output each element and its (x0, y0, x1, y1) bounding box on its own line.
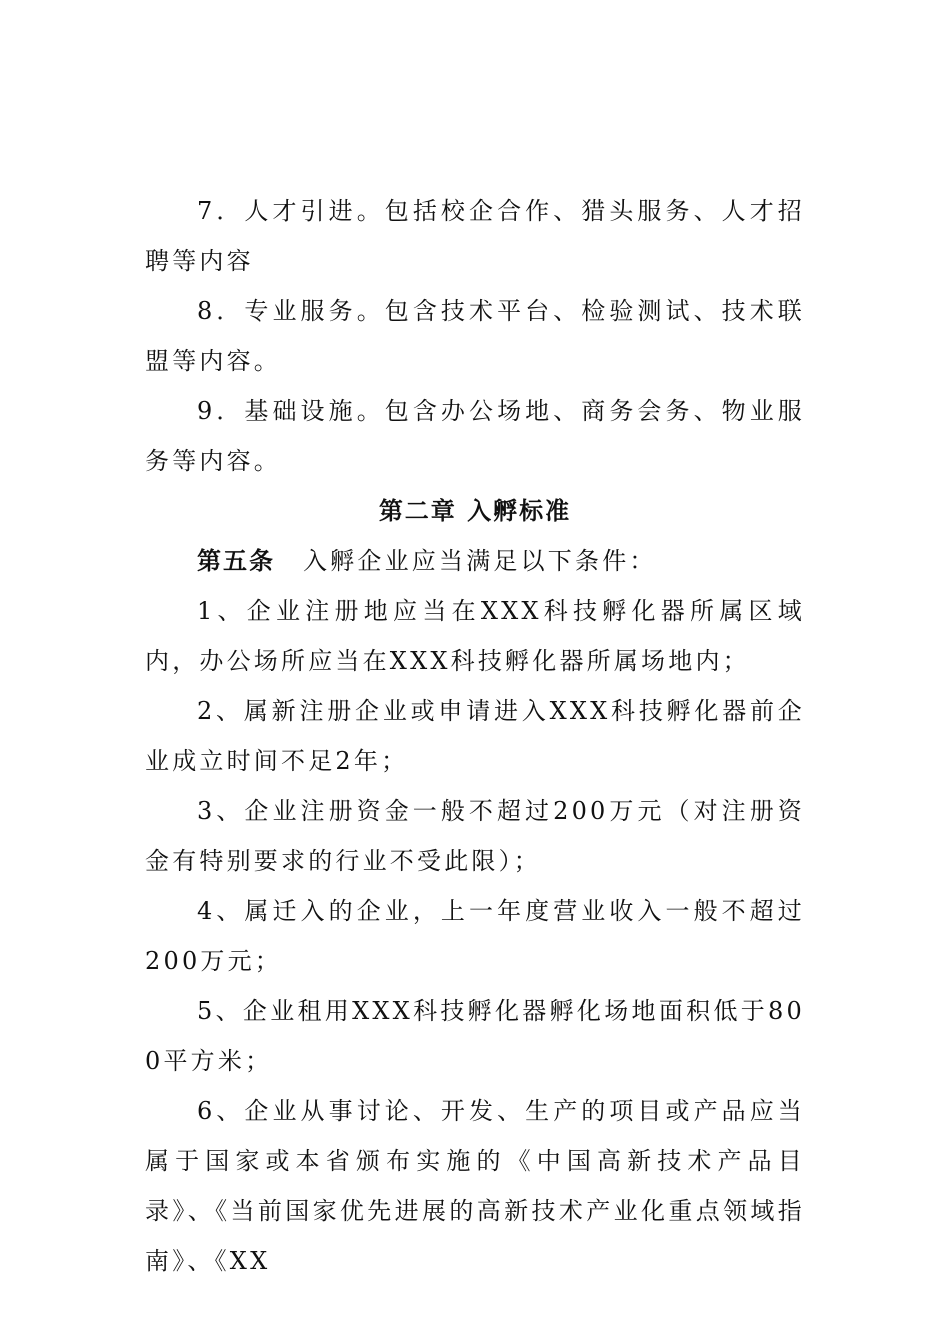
service-item-9: 9．基础设施。包含办公场地、商务会务、物业服务等内容。 (145, 397, 805, 475)
condition-5: 5、企业租用XXX科技孵化器孵化场地面积低于800平方米； (145, 997, 805, 1075)
article-text: 入孵企业应当满足以下条件： (303, 547, 657, 575)
condition-6: 6、企业从事讨论、开发、生产的项目或产品应当属于国家或本省颁布实施的《中国高新技术产品目录》、《当前国家优先进展的高新技术产业化重点领域指南》、《XX (145, 1097, 805, 1275)
service-item-8: 8．专业服务。包含技术平台、检验测试、技术联盟等内容。 (145, 297, 805, 375)
chapter-title: 第二章 入孵标准 (378, 496, 572, 525)
condition-4: 4、属迁入的企业，上一年度营业收入一般不超过200万元； (145, 897, 805, 975)
condition-3: 3、企业注册资金一般不超过200万元（对注册资金有特别要求的行业不受此限）； (145, 797, 805, 875)
article-5 (145, 536, 805, 586)
condition-2: 2、属新注册企业或申请进入XXX科技孵化器前企业成立时间不足2年； (145, 697, 805, 775)
service-item-7: 7．人才引进。包括校企合作、猎头服务、人才招聘等内容 (145, 197, 805, 275)
document-page (145, 186, 805, 1286)
article-heading: 第五条 (197, 546, 275, 575)
condition-1: 1、企业注册地应当在XXX科技孵化器所属区域内，办公场所应当在XXX科技孵化器所属场地内； (145, 597, 805, 675)
